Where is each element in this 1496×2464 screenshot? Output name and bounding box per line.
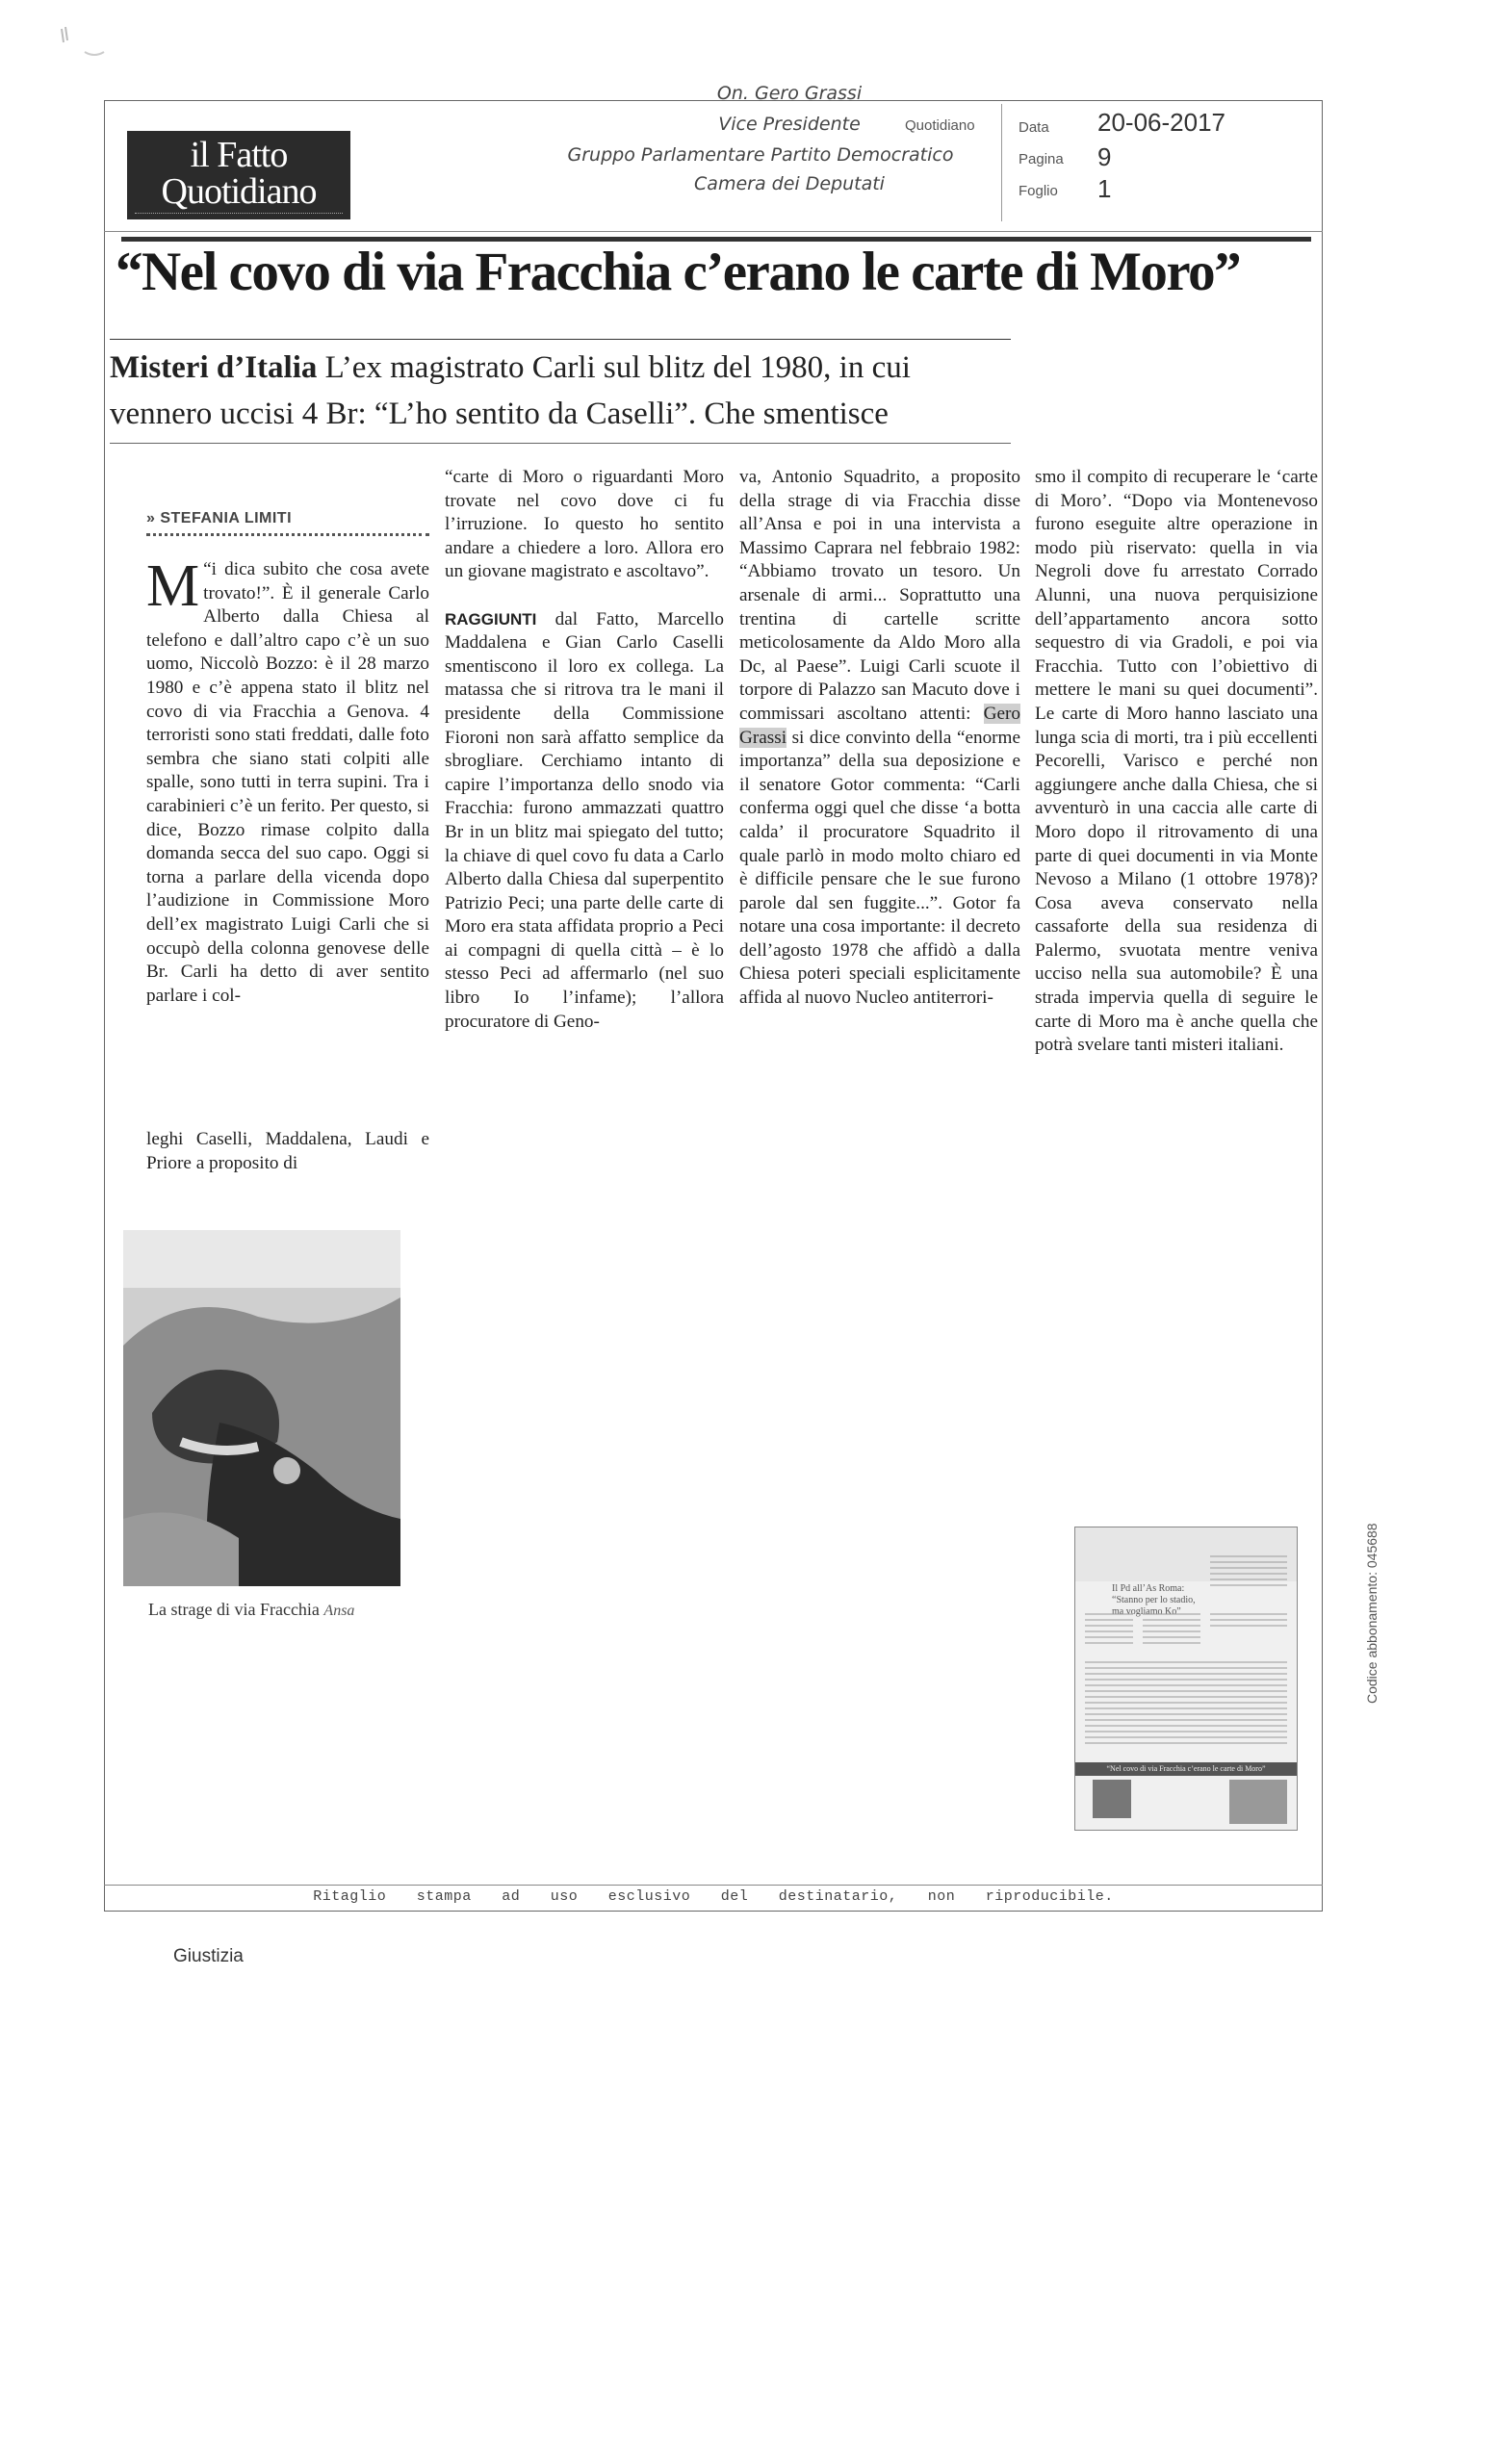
stamp-chamber: Camera dei Deputati [694, 173, 885, 194]
column-2-text-a: “carte di Moro o riguardanti Moro trovate nel covo dove ci fu l’irruzione. Io questo ho sentito andare a chiedere a loro. Allora ero un giovane magistrato e ascoltavo”. [445, 467, 724, 582]
column-1-text: i dica subito che cosa avete trovato!”. È il generale Carlo Alberto dalla Chiesa al telefono e dall’altro capo c’è un suo uomo, Niccolò Bozzo: è il 28 marzo 1980 e c’è appena stato il blitz nel covo di via Fracchia a Genova. 4 terroristi sono stati freddati, dalle foto sembra che siano stati colpiti alle spalle, sono tutti in terra supini. Tra i carabinieri c’è un ferito. Per questo, si dice, Bozzo rimase colpito dalla domanda secca del suo capo. Oggi si torna a parlare della vicenda dopo l’audizione in Commissione Moro dell’ex magistrato Luigi Carli che si occupò della colonna genovese delle Br. Carli ha detto di aver sentito parlare i col- [146, 559, 429, 1006]
stamp-role: Vice Presidente [718, 114, 861, 135]
photo-caption [148, 1600, 354, 1620]
footer-rule [104, 1885, 1323, 1886]
newspaper-logo [127, 131, 350, 219]
caption-text: La strage di via Fracchia [148, 1600, 320, 1619]
page-value: 9 [1097, 142, 1112, 171]
article-column-1 [146, 553, 429, 1008]
thumbnail-title: Il Pd all’As Roma: “Stanno per lo stadio, ma vogliamo Ko” [1112, 1583, 1196, 1617]
article-column-3 [739, 466, 1020, 1011]
column-2-text-b: dal Fatto, Marcello Maddalena e Gian Carlo Caselli smentiscono il loro ex collega. La matassa che si ritrova tra le mani il presidente della Commissione Fioroni non sarà affatto semplice da sbrogliare. Cerchiamo intanto di capire l’importanza dello snodo via Fracchia: furono ammazzati quattro Br in un blitz mai spiegato del tutto; la chiave di quel covo fu data a Carlo Alberto dalla Chiesa dal superpentito Patrizio Peci; una parte delle carte di Moro era stata affidata proprio a Peci ai compagni di quella città – è lo stesso Peci ad affermarlo (nel suo libro Io l’infame); l’allora procuratore di Geno- [445, 608, 724, 1032]
article-column-4: smo il compito di recuperare le ‘carte di Moro’. “Dopo via Montenevoso furono eseguite altre operazione in modo più riservato: quella in via Negroli dove fu arrestato Corrado Alunni, una nuova perquisizione dell’appartamento ancora sotto sequestro di via Gradoli, e poi via Fracchia. Tutto con l’obiettivo di mettere le mani su quei documenti”. Le carte di Moro hanno lasciato una lunga scia di morti, tra i più eccellenti Pecorelli, Varisco e perché non aggiungere anche dalla Chiesa, che si avventurò in una caccia alle carte di Moro dopo il ritrovamento di una parte di quei documenti in via Monte Nevoso a Milano (1 ottobre 1978)? Cosa aveva conservato nella cassaforte della sua residenza di Palermo, svuotata mentre veniva ucciso nella sua automobile? È una strada impervia quella di seguire le carte di Moro ma è anche quella che potrà svelare tanti misteri italiani. [1035, 467, 1318, 1056]
sheet-label: Foglio [1019, 183, 1058, 199]
thumbnail-columns [1075, 1527, 1297, 1830]
column-3-text-b: si dice convinto della “enorme importanza” della sua deposizione e il senatore Gotor commenta: “Carli conferma oggi quel che disse ‘a botta calda’ il procuratore Squadrito il quale parlò in modo molto chiaro ed è difficile pensare che le sue furono parole dal sen fuggite...”. Gotor fa notare una cosa importante: il decreto dell’agosto 1978 che affidò a dalla Chiesa poteri speciali esplicitamente affida al nuovo Nucleo antiterrori- [739, 727, 1020, 1009]
page-label: Pagina [1019, 151, 1064, 167]
kicker-text: L’ex magistrato Carli sul blitz del 1980, in cui vennero uccisi 4 Br: “L’ho sentito da Caselli”. Che smentisce [110, 350, 911, 431]
date-label: Data [1019, 119, 1049, 136]
opening-quote: “ [203, 559, 212, 579]
kicker-rule-top [110, 339, 1011, 340]
kicker-rule-bottom [110, 443, 1011, 444]
byline-divider [146, 533, 429, 536]
sheet-value: 1 [1097, 174, 1112, 203]
logo-line-1: il Fatto [190, 135, 288, 175]
photo-credit: Ansa [323, 1603, 355, 1619]
subscription-code: Codice abbonamento: 045688 [1364, 1523, 1380, 1704]
article-kicker [110, 345, 1015, 437]
logo-tagline [135, 213, 343, 217]
drop-cap: M [146, 553, 200, 619]
article-photo [123, 1230, 400, 1586]
section-heading: RAGGIUNTI [445, 609, 537, 629]
thumbnail-banner: “Nel covo di via Fracchia c’erano le carte di Moro” [1075, 1762, 1297, 1776]
highlighted-name: Gero Grassi [739, 703, 1020, 748]
byline: » STEFANIA LIMITI [146, 510, 293, 526]
logo-line-2: Quotidiano [161, 171, 317, 212]
scan-mark [42, 23, 110, 67]
header-divider [104, 231, 1323, 232]
section-label: Giustizia [173, 1946, 244, 1966]
stamp-name: On. Gero Grassi [716, 83, 863, 104]
photo-image [123, 1230, 400, 1586]
article-headline: “Nel covo di via Fracchia c’erano le carte di Moro” [116, 242, 1241, 302]
stamp-group: Gruppo Parlamentare Partito Democratico [567, 144, 954, 166]
column-3-text-a: va, Antonio Squadrito, a proposito della strage di via Fracchia disse all’Ansa e poi in una intervista a Massimo Caprara nel febbraio 1982: “Abbiamo trovato un tesoro. Un arsenale di armi... Soprattutto una trentina di cartelle scritte meticolosamente da Aldo Moro alla Dc, al Paese”. Luigi Carli scuote il torpore di Palazzo san Macuto dove i commissari ascoltano attenti: [739, 467, 1020, 724]
footer-note: Ritaglio stampa ad uso esclusivo del destinatario, non riproducibile. [313, 1888, 1114, 1905]
page-thumbnail [1074, 1527, 1298, 1831]
article-column-2 [445, 466, 724, 1034]
article-column-1-tail: leghi Caselli, Maddalena, Laudi e Priore a proposito di [146, 1129, 429, 1173]
publication-type: Quotidiano [905, 117, 975, 134]
date-value: 20-06-2017 [1097, 108, 1225, 137]
kicker-label: Misteri d’Italia [110, 350, 318, 385]
